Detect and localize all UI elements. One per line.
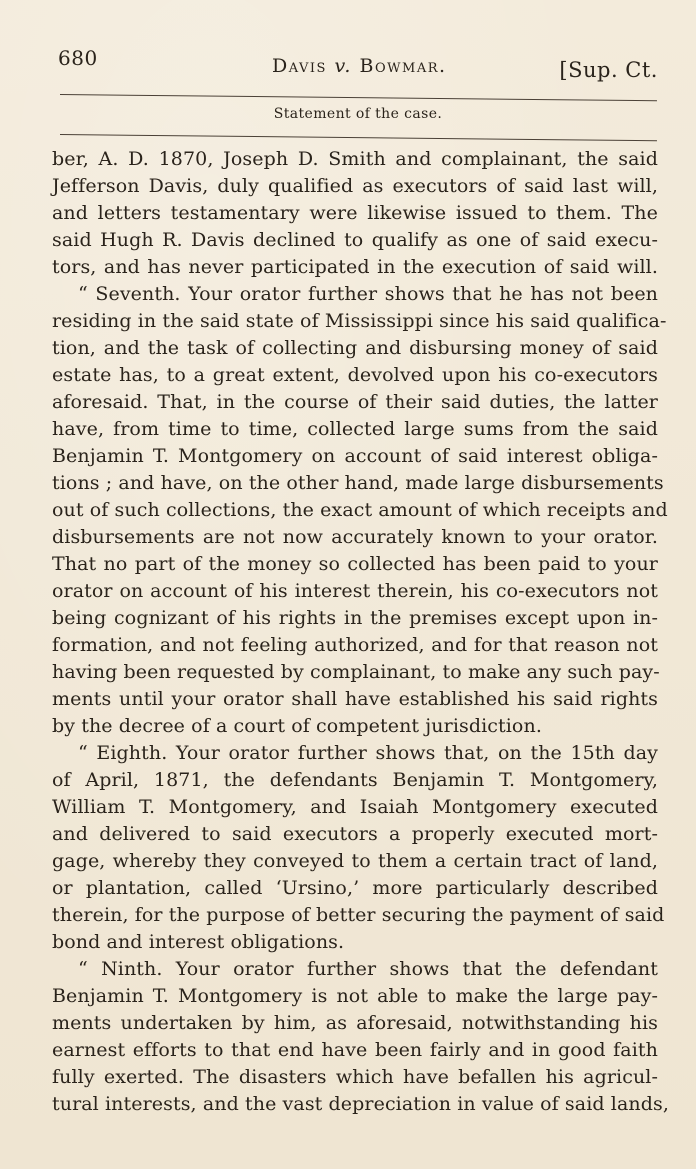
paragraph-end-line: bond and interest obligations. [52, 931, 345, 953]
text-line: out of such collections, the exact amount of which receipts and [52, 499, 668, 521]
text-line: tions ; and have, on the other hand, made large disbursements [52, 472, 664, 494]
paragraph-start-line: “ Ninth. Your orator further shows that the defendant [78, 958, 658, 980]
text-line: ments undertaken by him, as aforesaid, notwithstanding his [52, 1012, 658, 1034]
header-rule-bottom [60, 134, 657, 141]
text-line: Benjamin T. Montgomery is not able to make the large pay- [52, 985, 658, 1007]
text-line: Jefferson Davis, duly qualified as executors of said last will, [52, 175, 658, 197]
text-line: and letters testamentary were likewise issued to them. The [52, 202, 658, 224]
text-line: tors, and has never participated in the execution of said will. [52, 256, 658, 278]
text-line: disbursements are not now accurately known to your orator. [52, 526, 658, 548]
text-line: of April, 1871, the defendants Benjamin T. Montgomery, [52, 769, 658, 791]
body-text [52, 146, 669, 1118]
text-line: tural interests, and the vast depreciation in value of said lands, [52, 1093, 669, 1115]
page-number: 680 [58, 46, 98, 70]
text-line: ber, A. D. 1870, Joseph D. Smith and complainant, the said [52, 148, 658, 170]
case-title-versus: v. [334, 55, 352, 77]
case-title [272, 55, 447, 77]
text-line: being cognizant of his rights in the premises except upon in- [52, 607, 658, 629]
running-head [58, 46, 668, 82]
paragraph-start-line: “ Seventh. Your orator further shows that he has not been [78, 283, 658, 305]
text-line: That no part of the money so collected has been paid to your [52, 553, 658, 575]
paragraph-end-line: by the decree of a court of competent jurisdiction. [52, 715, 542, 737]
text-line: therein, for the purpose of better securing the payment of said [52, 904, 665, 926]
text-line: earnest efforts to that end have been fairly and in good faith [52, 1039, 658, 1061]
text-line: said Hugh R. Davis declined to qualify as one of said execu- [52, 229, 658, 251]
paragraph-start-line: “ Eighth. Your orator further shows that, on the 15th day [78, 742, 658, 764]
case-title-left: Davis [272, 55, 327, 77]
text-line: William T. Montgomery, and Isaiah Montgomery executed [52, 796, 658, 818]
text-line: residing in the said state of Mississippi since his said qualifica- [52, 310, 667, 332]
court-label: [Sup. Ct. [559, 58, 658, 82]
text-line: Benjamin T. Montgomery on account of said interest obliga- [52, 445, 658, 467]
text-line: tion, and the task of collecting and disbursing money of said [52, 337, 658, 359]
text-line: have, from time to time, collected large sums from the said [52, 418, 658, 440]
header-rule-top [60, 94, 657, 101]
text-line: ments until your orator shall have established his said rights [52, 688, 658, 710]
text-line: and delivered to said executors a properly executed mort- [52, 823, 658, 845]
case-title-right: Bowmar. [359, 55, 447, 77]
text-line: having been requested by complainant, to make any such pay- [52, 661, 660, 683]
text-line: orator on account of his interest therein, his co-executors not [52, 580, 658, 602]
text-line: aforesaid. That, in the course of their said duties, the latter [52, 391, 658, 413]
section-label: Statement of the case. [273, 106, 443, 122]
text-line: or plantation, called ‘Ursino,’ more particularly described [52, 877, 658, 899]
text-line: estate has, to a great extent, devolved upon his co-executors [52, 364, 658, 386]
text-line: formation, and not feeling authorized, and for that reason not [52, 634, 658, 656]
text-line: gage, whereby they conveyed to them a certain tract of land, [52, 850, 658, 872]
text-line: fully exerted. The disasters which have befallen his agricul- [52, 1066, 658, 1088]
